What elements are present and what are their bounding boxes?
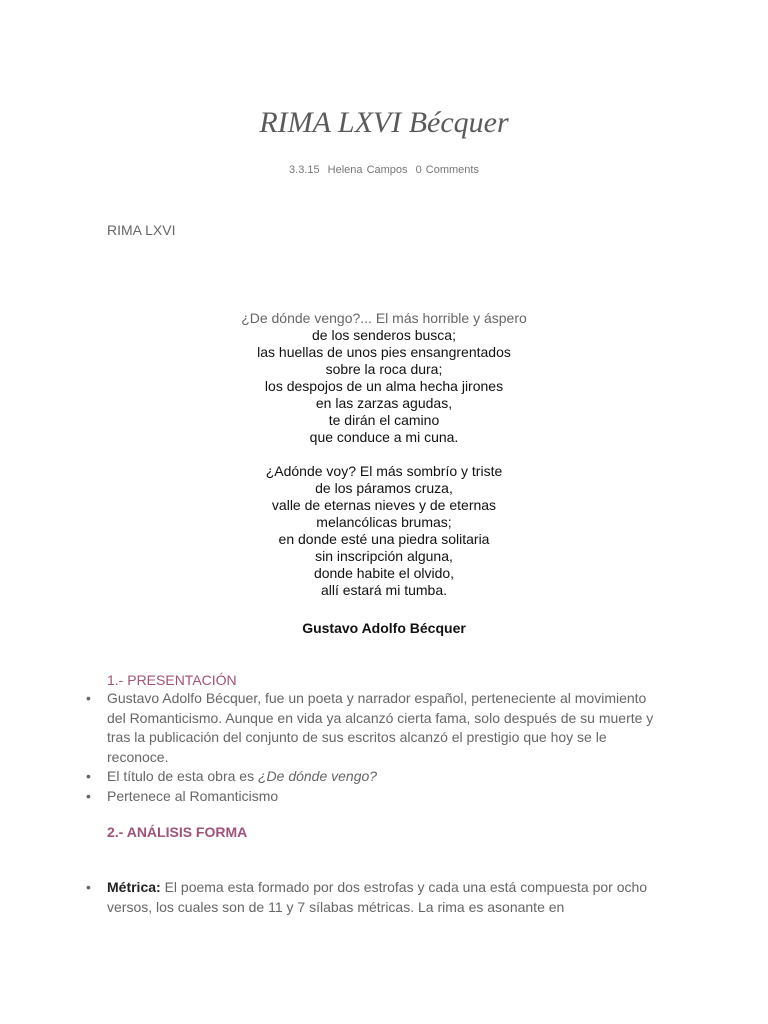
poem-line: te dirán el camino: [328, 412, 440, 428]
poem-line: que conduce a mi cuna.: [309, 429, 459, 445]
list-item: • Pertenece al Romanticismo: [107, 787, 667, 807]
term-label: Métrica:: [107, 879, 161, 895]
list-item-text: El título de esta obra es: [107, 768, 258, 784]
list-item: [107, 767, 667, 787]
poem-line: en donde esté una piedra solitaria: [278, 531, 490, 547]
poem-line: donde habite el olvido,: [313, 565, 455, 581]
poem-line: las huellas de unos pies ensangrentados: [257, 344, 511, 360]
poem-line: allí estará mi tumba.: [320, 582, 448, 598]
post-comments-link[interactable]: 0 Comments: [415, 164, 479, 176]
section-heading-presentacion: 1.- PRESENTACIÓN: [107, 672, 237, 688]
presentacion-list: [107, 689, 667, 806]
poem-signature: Gustavo Adolfo Bécquer: [302, 620, 466, 636]
poem-line: melancólicas brumas;: [316, 514, 452, 530]
post-meta: [0, 164, 768, 176]
poem-line: de los páramos cruza,: [315, 480, 453, 496]
poem-line: ¿Adónde voy? El más sombrío y triste: [265, 463, 503, 479]
post-title[interactable]: RIMA LXVI Bécquer: [259, 106, 509, 139]
analisis-list: [107, 878, 667, 917]
poem-line: sobre la roca dura;: [325, 361, 443, 377]
poem-line: de los senderos busca;: [312, 327, 456, 343]
post-date[interactable]: 3.3.15: [289, 164, 320, 176]
section-heading-analisis-forma: 2.- ANÁLISIS FORMA: [107, 824, 248, 840]
poem-text: [0, 310, 768, 599]
list-item: [107, 878, 667, 917]
poem-line: sin inscripción alguna,: [315, 548, 453, 564]
poem-line: valle de eternas nieves y de eternas: [271, 497, 497, 513]
poem-line: los despojos de un alma hecha jirones: [264, 378, 504, 394]
stanza-gap: [0, 446, 768, 463]
list-item: • Gustavo Adolfo Bécquer, fue un poeta y narrador español, perteneciente al movimiento del Romanticismo. Aunque en vida ya alcanzó cierta fama, solo después de su muerte y tras la publicación del conjunto de sus escritos alcanzó el prestigio que hoy se le reconoce.: [107, 689, 667, 767]
work-title: ¿De dónde vengo?: [257, 768, 378, 784]
list-item-text: El poema esta formado por dos estrofas y cada una está compuesta por ocho versos, los cuales son de 11 y 7 sílabas métricas. La rima es asonante en: [107, 879, 648, 915]
poem-line: ¿De dónde vengo?... El más horrible y áspero: [241, 310, 527, 326]
post-author[interactable]: Helena Campos: [327, 164, 408, 176]
poem-line: en las zarzas agudas,: [315, 395, 453, 411]
poem-subtitle: RIMA LXVI: [107, 222, 176, 238]
